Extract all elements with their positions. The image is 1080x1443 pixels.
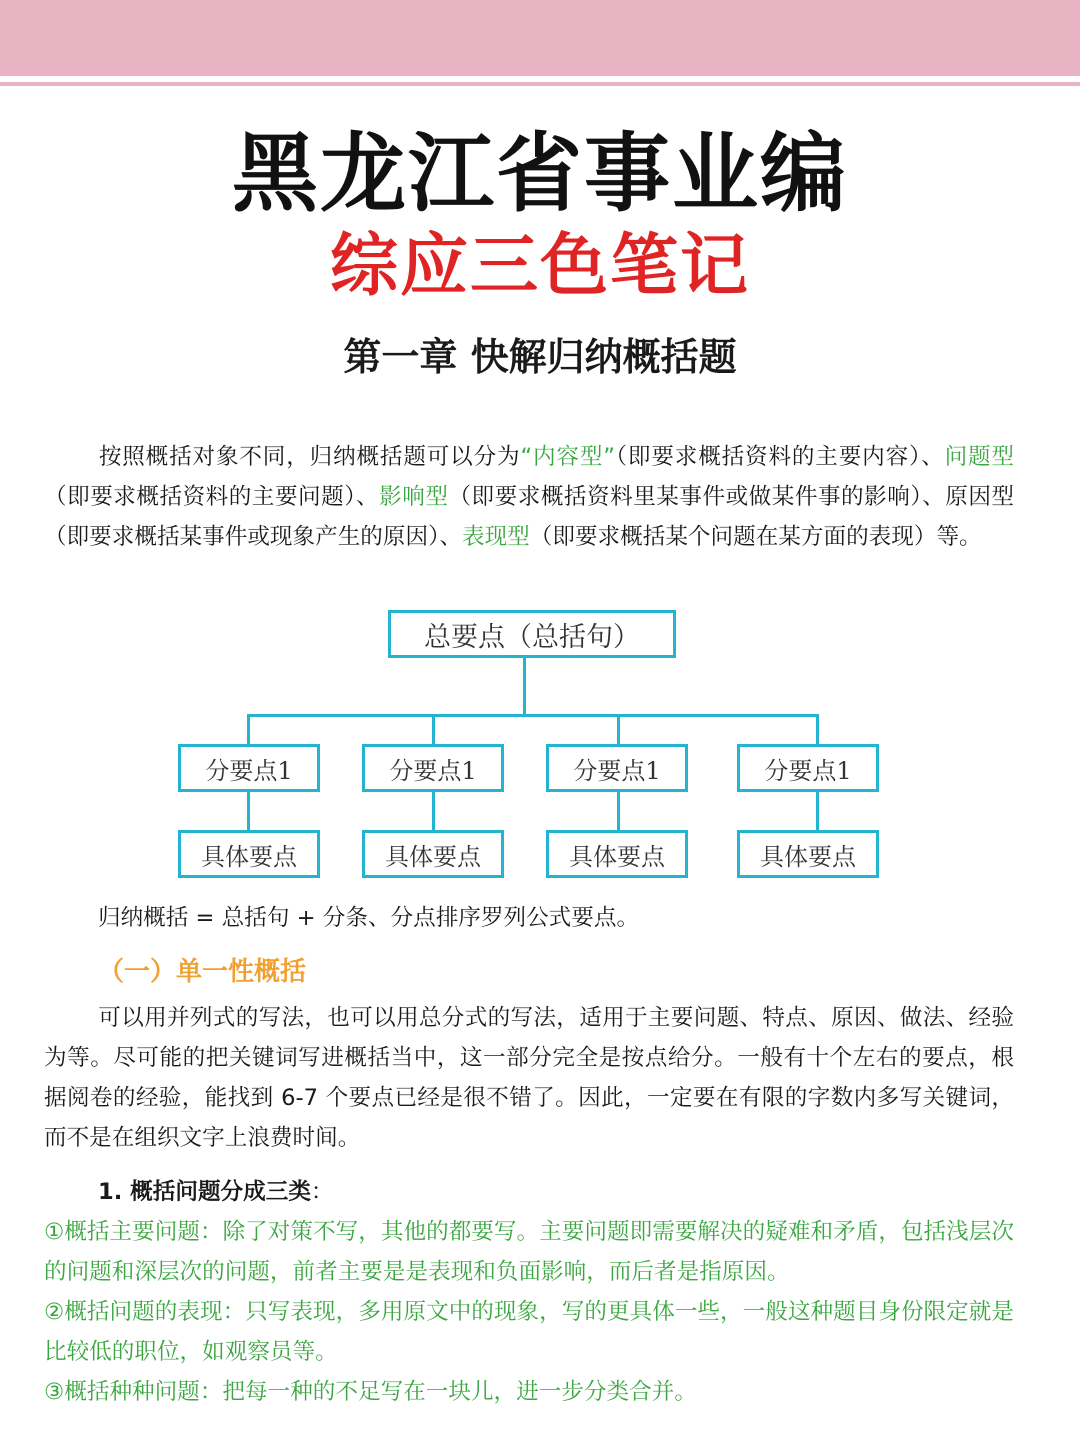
detail-connector bbox=[247, 790, 250, 832]
top-decor-band bbox=[0, 0, 1080, 76]
top-decor-line bbox=[0, 82, 1080, 86]
detail-point-node: 具体要点 bbox=[546, 830, 688, 878]
type-problem: 问题型 bbox=[944, 444, 1015, 470]
sub-point-node: 分要点1 bbox=[737, 744, 879, 792]
list-item-text: ②概括问题的表现：只写表现，多用原文中的现象，写的更具体一些，一般这种题目身份限定就是比较低的职位，如观察员等。 bbox=[44, 1299, 1014, 1365]
detail-connector bbox=[432, 790, 435, 832]
root-node: 总要点（总括句） bbox=[388, 610, 676, 658]
section-heading: （一）单一性概括 bbox=[98, 957, 307, 987]
classify-label: 1. 概括问题分成三类 bbox=[98, 1179, 311, 1205]
detail-point-node: 具体要点 bbox=[737, 830, 879, 878]
intro-text-1: 按照概括对象不同，归纳概括题可以分为 bbox=[98, 444, 521, 470]
root-connector bbox=[523, 656, 526, 716]
branch-connector bbox=[247, 714, 250, 746]
summary-formula: 归纳概括 = 总括句 + 分条、分点排序罗列公式要点。 bbox=[98, 905, 640, 931]
branch-connector bbox=[617, 714, 620, 746]
intro-text-2: （即要求概括资料的主要内容）、 bbox=[614, 444, 945, 470]
type-impact: 影响型 bbox=[379, 484, 449, 510]
classify-heading bbox=[98, 1172, 334, 1212]
summary-structure-diagram bbox=[170, 606, 890, 886]
branch-connector bbox=[816, 714, 819, 746]
detail-connector bbox=[617, 790, 620, 832]
section-body bbox=[44, 998, 1014, 1158]
list-item bbox=[44, 1212, 1014, 1292]
type-manifestation: 表现型 bbox=[461, 524, 530, 550]
list-item bbox=[44, 1292, 1014, 1372]
branch-connector bbox=[432, 714, 435, 746]
section-body-text: 可以用并列式的写法，也可以用总分式的写法，适用于主要问题、特点、原因、做法、经验为等。尽可能的把关键词写进概括当中，这一部分完全是按点给分。一般有十个左右的要点，根据阅卷的经验，能找到 6-7 个要点已经是很不错了。因此，一定要在有限的字数内多写关键词，而不是在组织文字上浪费时间。 bbox=[44, 1005, 1014, 1151]
chapter-heading: 第一章 快解归纳概括题 bbox=[343, 335, 737, 379]
detail-point-node: 具体要点 bbox=[362, 830, 504, 878]
type-content: “内容型” bbox=[520, 444, 615, 470]
sub-point-node: 分要点1 bbox=[362, 744, 504, 792]
detail-point-node: 具体要点 bbox=[178, 830, 320, 878]
page-subtitle: 综应三色笔记 bbox=[329, 226, 750, 306]
intro-text-4: （即要求概括资料里某事件或做某件事的影响）、原因型（即要求概括某事件或现象产生的原因）、 bbox=[44, 484, 1015, 550]
intro-text-5: （即要求概括某个问题在某方面的表现）等。 bbox=[529, 524, 982, 550]
sub-point-node: 分要点1 bbox=[546, 744, 688, 792]
sub-point-node: 分要点1 bbox=[178, 744, 320, 792]
intro-text-3: （即要求概括资料的主要问题）、 bbox=[44, 484, 380, 510]
list-item-text: ①概括主要问题：除了对策不写，其他的都要写。主要问题即需要解决的疑难和矛盾，包括浅层次的问题和深层次的问题，前者主要是是表现和负面影响，而后者是指原因。 bbox=[44, 1219, 1014, 1285]
page-title: 黑龙江省事业编 bbox=[232, 124, 848, 224]
list-item-text: ③概括种种问题：把每一种的不足写在一块儿，进一步分类合并。 bbox=[44, 1379, 697, 1405]
detail-connector bbox=[816, 790, 819, 832]
list-item bbox=[44, 1372, 1014, 1412]
intro-paragraph bbox=[44, 437, 1014, 557]
branch-bar bbox=[247, 714, 819, 717]
classify-colon: ： bbox=[310, 1179, 334, 1205]
